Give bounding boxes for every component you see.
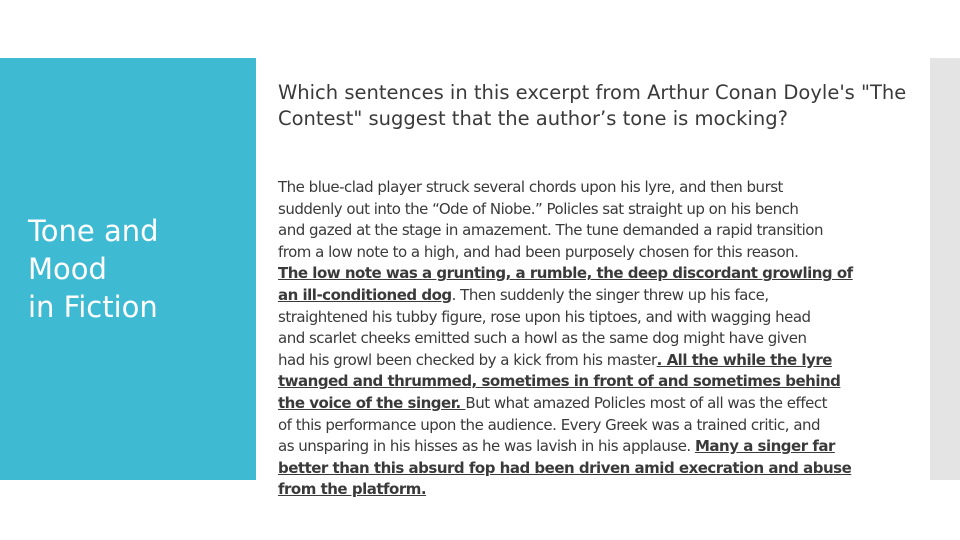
- passage-text: had his growl been checked by a kick from his master: [278, 350, 657, 369]
- slide-title: [28, 212, 248, 326]
- passage-line: [278, 220, 918, 242]
- passage-line: [278, 199, 918, 221]
- highlighted-sentence: . All the while the lyre: [656, 350, 832, 369]
- highlighted-sentence: the voice of the singer.: [278, 393, 466, 412]
- passage-line: [278, 436, 918, 458]
- question-line: Which sentences in this excerpt from Arthur Conan Doyle's "The: [278, 81, 907, 104]
- excerpt-passage: [278, 177, 918, 501]
- question-text: [278, 80, 918, 132]
- slide-title-line: Mood: [28, 252, 107, 286]
- passage-text: straightened his tubby figure, rose upon his tiptoes, and with wagging head: [278, 307, 811, 326]
- passage-line: [278, 458, 918, 480]
- passage-line: [278, 328, 918, 350]
- passage-text: The blue-clad player struck several chords upon his lyre, and then burst: [278, 178, 783, 196]
- passage-line: [278, 177, 918, 199]
- question-line: Contest" suggest that the author’s tone is mocking?: [278, 107, 788, 130]
- passage-line: [278, 371, 918, 393]
- passage-line: [278, 285, 918, 307]
- highlighted-sentence: better than this absurd fop had been driven amid execration and abuse: [278, 458, 852, 477]
- passage-line: [278, 479, 918, 501]
- highlighted-sentence: twanged and thrummed, sometimes in front of and sometimes behind: [278, 372, 841, 391]
- passage-text: suddenly out into the “Ode of Niobe.” Policles sat straight up on his bench: [278, 199, 799, 218]
- passage-text: . Then suddenly the singer threw up his face,: [451, 285, 769, 304]
- right-edge-bar: [930, 58, 960, 480]
- passage-line: [278, 242, 918, 264]
- passage-line: [278, 350, 918, 372]
- passage-text: and scarlet cheeks emitted such a howl as the same dog might have given: [278, 329, 807, 348]
- highlighted-sentence: Many a singer far: [694, 437, 835, 456]
- passage-text: But what amazed Policles most of all was the effect: [465, 393, 827, 412]
- highlighted-sentence: an ill-conditioned dog: [278, 285, 452, 304]
- highlighted-sentence: The low note was a grunting, a rumble, the deep discordant growling of: [278, 264, 853, 283]
- slide-title-line: Tone and: [28, 214, 159, 248]
- passage-text: of this performance upon the audience. Every Greek was a trained critic, and: [278, 415, 821, 434]
- passage-line: [278, 307, 918, 329]
- passage-line: [278, 393, 918, 415]
- passage-text: from a low note to a high, and had been purposely chosen for this reason.: [278, 242, 799, 261]
- passage-line: [278, 263, 918, 285]
- passage-text: as unsparing in his hisses as he was lavish in his applause.: [278, 437, 695, 456]
- passage-line: [278, 415, 918, 437]
- passage-text: and gazed at the stage in amazement. The tune demanded a rapid transition: [278, 221, 823, 240]
- highlighted-sentence: from the platform.: [278, 480, 427, 499]
- slide-title-line: in Fiction: [28, 290, 158, 324]
